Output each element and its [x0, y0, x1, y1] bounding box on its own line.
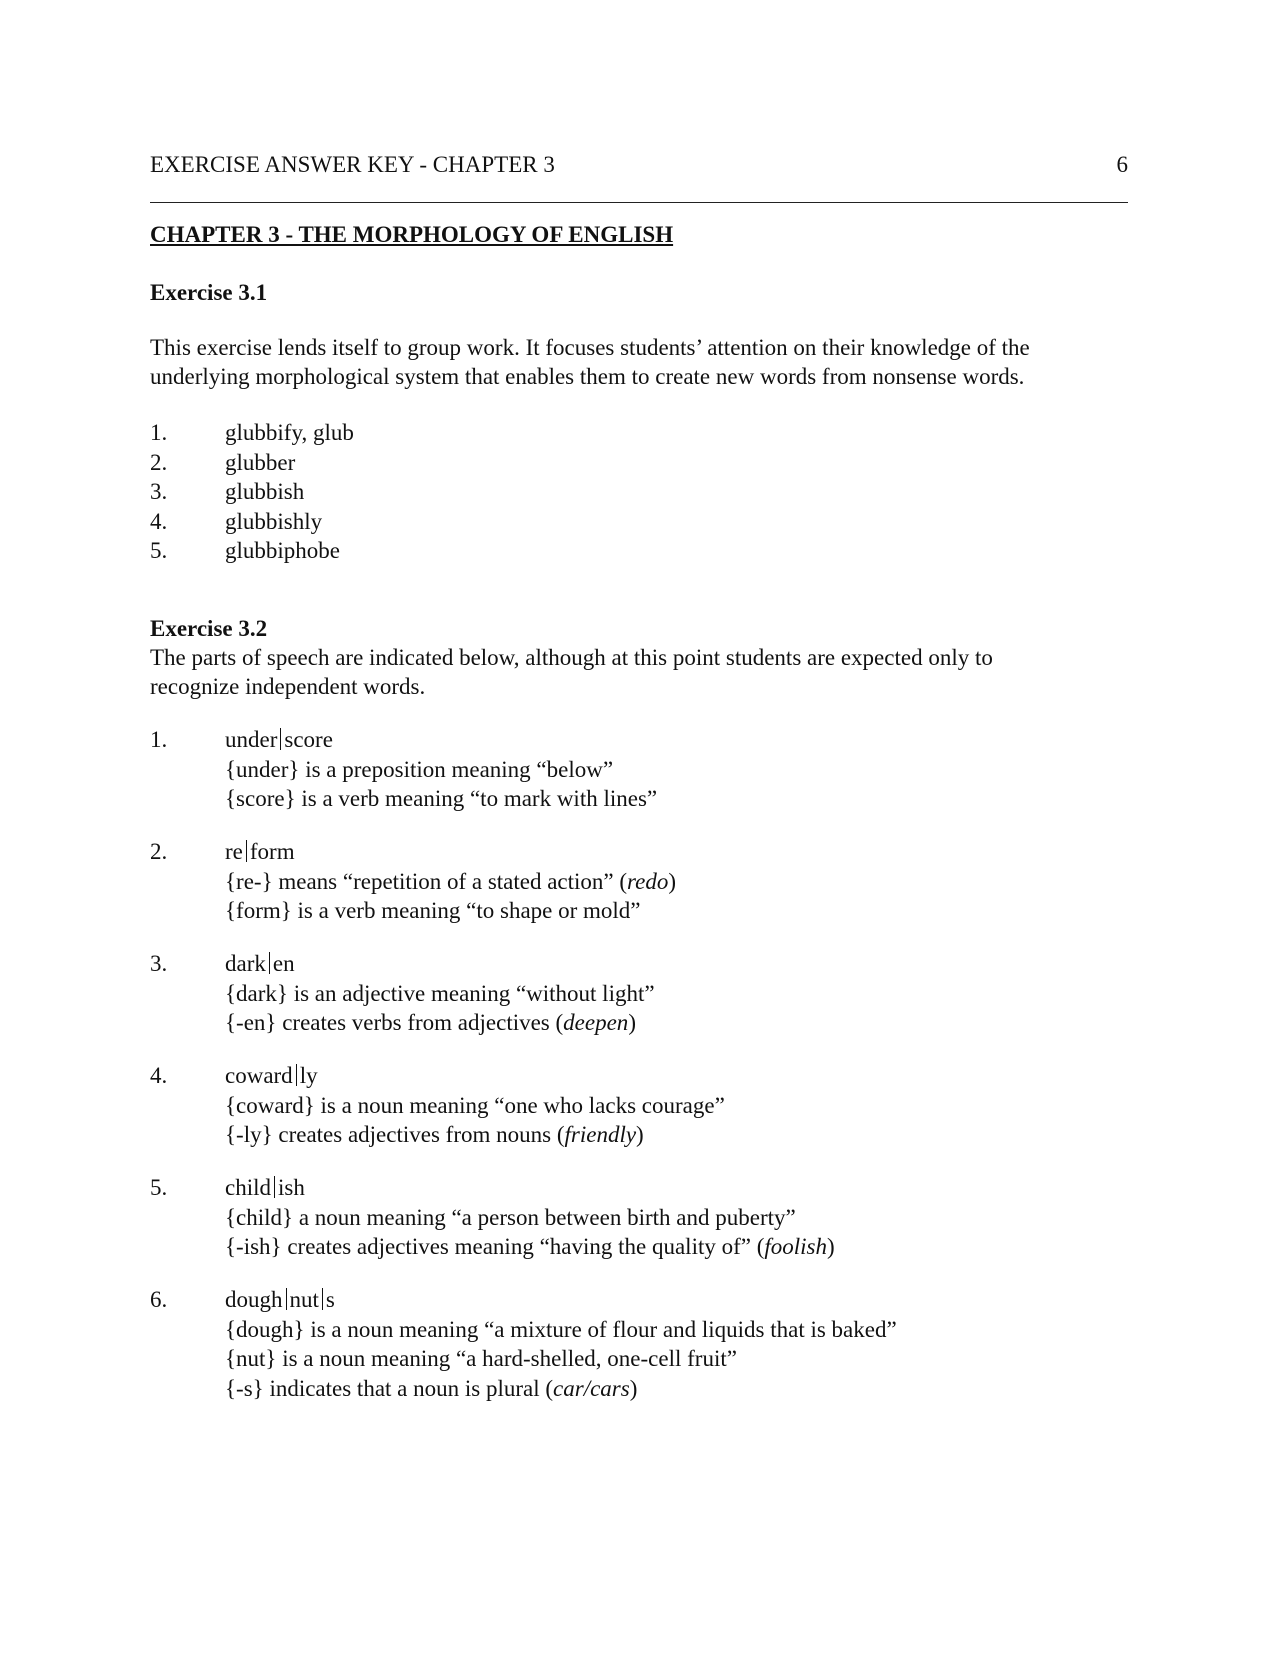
header-title: EXERCISE ANSWER KEY - CHAPTER 3 — [150, 152, 555, 177]
morpheme-item — [150, 1173, 835, 1262]
item-number: 4. — [150, 508, 168, 534]
morpheme-divider — [274, 1176, 275, 1198]
morpheme-gloss: {dough} is a noun meaning “a mixture of flour and liquids that is baked” — [225, 1316, 897, 1342]
example-word: car/cars — [553, 1375, 630, 1401]
segmented-word — [225, 725, 333, 755]
item-number: 4. — [150, 1063, 168, 1088]
chapter-title: CHAPTER 3 - THE MORPHOLOGY OF ENGLISH — [150, 222, 674, 247]
item-text: glubber — [225, 449, 296, 475]
morpheme: ly — [299, 1063, 318, 1088]
item-number: 3. — [150, 951, 168, 976]
item-number: 2. — [150, 449, 168, 475]
list-item — [150, 507, 354, 537]
morpheme: re — [225, 839, 243, 864]
morpheme: en — [272, 951, 295, 976]
page-number: 6 — [1116, 152, 1128, 177]
list-item — [150, 418, 354, 448]
item-number: 5. — [150, 1175, 168, 1200]
segmented-word — [225, 1173, 305, 1203]
segmented-word — [225, 949, 295, 979]
intro-line: The parts of speech are indicated below, although at this point students are expected only to — [150, 645, 993, 670]
item-text: glubbish — [225, 479, 305, 504]
morpheme-gloss: {form} is a verb meaning “to shape or mold” — [225, 898, 641, 923]
morpheme-gloss: {dark} is an adjective meaning “without light” — [225, 980, 655, 1006]
morpheme-divider — [280, 728, 281, 750]
item-number: 1. — [150, 420, 168, 445]
morpheme-divider — [296, 1064, 297, 1086]
example-word: redo — [627, 868, 669, 894]
exercise-3-1-intro — [150, 333, 1128, 391]
morpheme-item — [150, 837, 676, 926]
item-number: 6. — [150, 1287, 168, 1312]
list-item — [150, 536, 354, 566]
item-number: 3. — [150, 479, 168, 504]
exercise-3-2-intro — [150, 643, 1128, 701]
item-number: 5. — [150, 538, 168, 563]
list-item — [150, 477, 354, 507]
item-number: 1. — [150, 727, 168, 752]
exercise-3-1-heading: Exercise 3.1 — [150, 280, 268, 305]
item-text: glubbiphobe — [225, 538, 340, 563]
morpheme-gloss: {-ish} creates adjectives meaning “having the quality of” (foolish) — [225, 1234, 835, 1259]
morpheme-item — [150, 725, 657, 814]
morpheme-gloss: {score} is a verb meaning “to mark with lines” — [225, 786, 658, 811]
morpheme-divider — [269, 952, 270, 974]
header-rule — [150, 202, 1128, 203]
intro-line: recognize independent words. — [150, 674, 426, 699]
segmented-word — [225, 1061, 318, 1091]
morpheme-gloss: {-en} creates verbs from adjectives (deepen) — [225, 1010, 636, 1035]
example-word: deepen — [563, 1010, 629, 1035]
morpheme: s — [325, 1287, 335, 1312]
segmented-word — [225, 1285, 335, 1315]
intro-line: This exercise lends itself to group work. It focuses students’ attention on their knowledge of the — [150, 335, 1030, 360]
morpheme: dough — [225, 1287, 283, 1312]
item-text: glubbishly — [225, 508, 323, 534]
morpheme-gloss: {re-} means “repetition of a stated action” (redo) — [225, 868, 677, 894]
morpheme-gloss: {coward} is a noun meaning “one who lacks courage” — [225, 1092, 725, 1118]
intro-line: underlying morphological system that enables them to create new words from nonsense words. — [150, 364, 1025, 389]
page-header — [150, 150, 1128, 180]
example-word: foolish — [764, 1234, 828, 1259]
morpheme: coward — [225, 1063, 293, 1088]
example-word: friendly — [564, 1122, 637, 1147]
morpheme-divider — [286, 1288, 287, 1310]
morpheme: under — [225, 727, 278, 752]
morpheme: ish — [278, 1175, 305, 1200]
morpheme: form — [249, 839, 295, 864]
morpheme-item — [150, 1061, 725, 1150]
item-number: 2. — [150, 839, 168, 864]
morpheme-gloss: {under} is a preposition meaning “below” — [225, 756, 614, 782]
morpheme: child — [225, 1175, 271, 1200]
morpheme: score — [284, 727, 333, 752]
morpheme-gloss: {-s} indicates that a noun is plural (car/cars) — [225, 1375, 638, 1401]
morpheme-item — [150, 1285, 897, 1403]
morpheme-item — [150, 949, 655, 1038]
morpheme: dark — [225, 951, 266, 976]
morpheme-gloss: {child} a noun meaning “a person between birth and puberty” — [225, 1204, 796, 1230]
morpheme-gloss: {-ly} creates adjectives from nouns (friendly) — [225, 1122, 644, 1147]
morpheme-gloss: {nut} is a noun meaning “a hard-shelled, one-cell fruit” — [225, 1346, 737, 1371]
exercise-3-2-heading: Exercise 3.2 — [150, 616, 268, 641]
morpheme: nut — [289, 1287, 319, 1312]
morpheme-divider — [246, 840, 247, 862]
item-text: glubbify, glub — [225, 420, 354, 445]
list-item — [150, 448, 354, 478]
segmented-word — [225, 837, 295, 867]
morpheme-divider — [322, 1288, 323, 1310]
exercise-3-1-list — [150, 418, 354, 566]
